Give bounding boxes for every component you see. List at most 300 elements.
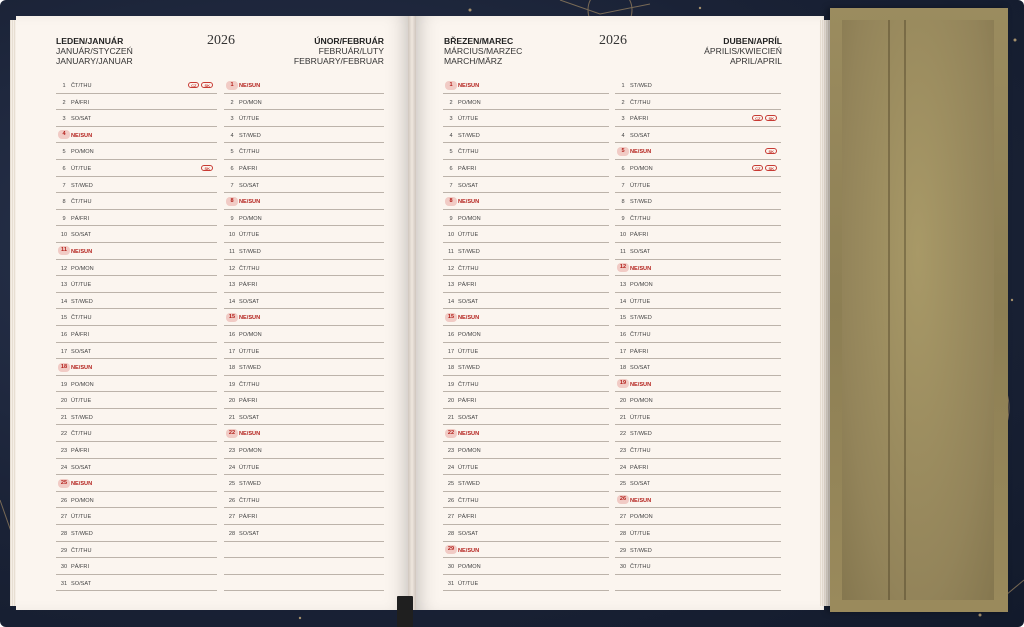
sunday-row[interactable] bbox=[443, 77, 609, 94]
day-number: 15 bbox=[60, 315, 68, 322]
day-number: 4 bbox=[230, 132, 234, 139]
day-number: 24 bbox=[447, 464, 455, 471]
weekday-label: PO/MON bbox=[630, 165, 653, 172]
day-row[interactable] bbox=[224, 293, 384, 310]
day-row[interactable] bbox=[443, 177, 609, 194]
day-row[interactable] bbox=[56, 160, 217, 177]
day-row[interactable] bbox=[443, 376, 609, 393]
holiday-badge: CZ bbox=[188, 82, 199, 88]
day-row[interactable] bbox=[56, 425, 217, 442]
day-number: 7 bbox=[62, 182, 66, 189]
weekday-label: ČT/THU bbox=[458, 149, 479, 156]
weekday-label: ST/WED bbox=[630, 431, 652, 438]
cover-flap[interactable] bbox=[830, 8, 1008, 612]
day-number: 3 bbox=[449, 116, 453, 123]
day-row[interactable] bbox=[224, 392, 384, 409]
day-row[interactable] bbox=[224, 110, 384, 127]
sunday-row[interactable] bbox=[443, 425, 609, 442]
weekday-label: PÁ/FRI bbox=[71, 564, 90, 571]
day-row[interactable] bbox=[224, 276, 384, 293]
page-gutter bbox=[408, 16, 416, 610]
day-row[interactable] bbox=[56, 376, 217, 393]
weekday-label: ÚT/TUE bbox=[71, 282, 92, 289]
weekday-label: ČT/THU bbox=[71, 547, 92, 554]
day-row[interactable] bbox=[224, 508, 384, 525]
day-number: 4 bbox=[621, 132, 625, 139]
day-row[interactable] bbox=[224, 94, 384, 111]
sunday-row[interactable] bbox=[443, 542, 609, 559]
day-number: 8 bbox=[621, 199, 625, 206]
day-number: 21 bbox=[447, 414, 455, 421]
day-row[interactable] bbox=[224, 475, 384, 492]
day-number: 30 bbox=[447, 564, 455, 571]
weekday-label: NE/SUN bbox=[239, 315, 261, 322]
day-number: 29 bbox=[619, 547, 627, 554]
day-number: 22 bbox=[60, 431, 68, 438]
day-column-january bbox=[56, 77, 217, 591]
weekday-label: ST/WED bbox=[71, 531, 93, 538]
day-number: 9 bbox=[62, 215, 66, 222]
weekday-label: PO/MON bbox=[239, 331, 262, 338]
day-row[interactable] bbox=[443, 442, 609, 459]
day-row[interactable] bbox=[615, 359, 781, 376]
day-row[interactable] bbox=[56, 508, 217, 525]
weekday-label: ÚT/TUE bbox=[71, 165, 92, 172]
day-number: 18 bbox=[619, 365, 627, 372]
day-row[interactable] bbox=[443, 276, 609, 293]
day-row[interactable] bbox=[615, 77, 781, 94]
day-row[interactable] bbox=[615, 94, 781, 111]
day-number: 5 bbox=[617, 147, 629, 156]
weekday-label: ST/WED bbox=[239, 132, 261, 139]
holiday-badge: SK bbox=[765, 165, 777, 171]
weekday-label: PÁ/FRI bbox=[630, 232, 649, 239]
day-number: 10 bbox=[619, 232, 627, 239]
day-number: 31 bbox=[447, 580, 455, 587]
day-number: 27 bbox=[447, 514, 455, 521]
sunday-row[interactable] bbox=[615, 376, 781, 393]
day-row[interactable] bbox=[443, 260, 609, 277]
day-number: 1 bbox=[226, 81, 238, 90]
weekday-label: PO/MON bbox=[239, 448, 262, 455]
weekday-label: PÁ/FRI bbox=[630, 464, 649, 471]
day-number: 9 bbox=[449, 215, 453, 222]
day-row[interactable] bbox=[56, 558, 217, 575]
day-row[interactable] bbox=[615, 276, 781, 293]
weekday-label: SO/SAT bbox=[239, 531, 260, 538]
day-row[interactable] bbox=[443, 110, 609, 127]
day-row[interactable] bbox=[224, 343, 384, 360]
weekday-label: ST/WED bbox=[630, 547, 652, 554]
day-row[interactable] bbox=[615, 226, 781, 243]
day-row[interactable] bbox=[443, 326, 609, 343]
weekday-label: SO/SAT bbox=[239, 298, 260, 305]
month-name-alt: APRIL/APRIL bbox=[729, 56, 782, 67]
day-row[interactable] bbox=[615, 343, 781, 360]
month-name-alt: MÁRCIUS/MARZEC bbox=[444, 46, 523, 57]
day-number: 21 bbox=[228, 414, 236, 421]
day-number: 11 bbox=[58, 246, 70, 255]
flap-paper bbox=[842, 20, 994, 600]
day-row[interactable] bbox=[443, 558, 609, 575]
weekday-label: ÚT/TUE bbox=[458, 580, 479, 587]
day-number: 13 bbox=[447, 282, 455, 289]
empty-row[interactable] bbox=[224, 575, 384, 592]
day-row[interactable] bbox=[224, 409, 384, 426]
day-row[interactable] bbox=[56, 226, 217, 243]
weekday-label: PÁ/FRI bbox=[458, 165, 477, 172]
day-number: 16 bbox=[447, 331, 455, 338]
day-row[interactable] bbox=[615, 409, 781, 426]
sunday-row[interactable] bbox=[615, 492, 781, 509]
day-row[interactable] bbox=[615, 459, 781, 476]
weekday-label: ČT/THU bbox=[239, 265, 260, 272]
month-header-january bbox=[56, 36, 133, 67]
day-row[interactable] bbox=[56, 143, 217, 160]
weekday-label: ČT/THU bbox=[458, 265, 479, 272]
day-number: 18 bbox=[58, 363, 70, 372]
holiday-badge: SK bbox=[201, 82, 213, 88]
flap-fold-line bbox=[888, 20, 890, 600]
day-row[interactable] bbox=[56, 276, 217, 293]
day-row[interactable] bbox=[56, 542, 217, 559]
weekday-label: PÁ/FRI bbox=[71, 215, 90, 222]
day-number: 23 bbox=[447, 448, 455, 455]
empty-row[interactable] bbox=[224, 558, 384, 575]
day-row[interactable] bbox=[443, 226, 609, 243]
day-number: 19 bbox=[228, 381, 236, 388]
sunday-row[interactable] bbox=[56, 359, 217, 376]
day-row[interactable] bbox=[443, 210, 609, 227]
day-number: 26 bbox=[617, 495, 629, 504]
weekday-label: ČT/THU bbox=[71, 83, 92, 89]
day-row[interactable] bbox=[443, 359, 609, 376]
day-number: 17 bbox=[228, 348, 236, 355]
day-row[interactable] bbox=[56, 177, 217, 194]
day-row[interactable] bbox=[56, 94, 217, 111]
sunday-row[interactable] bbox=[443, 309, 609, 326]
day-number: 24 bbox=[619, 464, 627, 471]
day-row[interactable] bbox=[443, 492, 609, 509]
day-row[interactable] bbox=[224, 525, 384, 542]
weekday-label: NE/SUN bbox=[458, 83, 480, 89]
day-row[interactable] bbox=[224, 127, 384, 144]
day-number: 31 bbox=[60, 580, 68, 587]
day-number: 27 bbox=[228, 514, 236, 521]
day-number: 20 bbox=[619, 398, 627, 405]
day-row[interactable] bbox=[615, 508, 781, 525]
day-row[interactable] bbox=[615, 475, 781, 492]
weekday-label: SO/SAT bbox=[630, 365, 651, 372]
day-row[interactable] bbox=[443, 475, 609, 492]
day-row[interactable] bbox=[56, 492, 217, 509]
day-row[interactable] bbox=[224, 177, 384, 194]
weekday-label: NE/SUN bbox=[239, 431, 261, 438]
day-number: 29 bbox=[60, 547, 68, 554]
day-number: 14 bbox=[228, 298, 236, 305]
holiday-badges bbox=[752, 115, 777, 121]
weekday-label: NE/SUN bbox=[630, 381, 652, 388]
day-number: 6 bbox=[230, 165, 234, 172]
weekday-label: PÁ/FRI bbox=[71, 99, 90, 106]
weekday-label: NE/SUN bbox=[71, 248, 93, 255]
month-name-alt: JANUÁR/STYCZEŃ bbox=[56, 46, 133, 57]
weekday-label: PO/MON bbox=[458, 215, 481, 222]
day-row[interactable] bbox=[443, 143, 609, 160]
day-row[interactable] bbox=[615, 193, 781, 210]
weekday-label: ČT/THU bbox=[71, 315, 92, 322]
day-number: 25 bbox=[619, 481, 627, 488]
day-row[interactable] bbox=[615, 392, 781, 409]
holiday-badges bbox=[188, 82, 213, 88]
day-number: 17 bbox=[619, 348, 627, 355]
day-number: 22 bbox=[226, 429, 238, 438]
day-number: 13 bbox=[619, 282, 627, 289]
day-number: 5 bbox=[62, 149, 66, 156]
day-number: 27 bbox=[619, 514, 627, 521]
day-number: 6 bbox=[621, 165, 625, 172]
weekday-label: NE/SUN bbox=[458, 199, 480, 206]
day-row[interactable] bbox=[443, 127, 609, 144]
day-number: 24 bbox=[60, 464, 68, 471]
day-number: 3 bbox=[62, 116, 66, 123]
empty-row[interactable] bbox=[224, 542, 384, 559]
day-column-march bbox=[443, 77, 609, 591]
day-row[interactable] bbox=[56, 409, 217, 426]
day-row[interactable] bbox=[224, 143, 384, 160]
holiday-badges bbox=[201, 165, 213, 171]
day-column-april bbox=[615, 77, 781, 591]
weekday-label: ÚT/TUE bbox=[458, 232, 479, 239]
day-row[interactable] bbox=[615, 160, 781, 177]
day-row[interactable] bbox=[224, 210, 384, 227]
sunday-row[interactable] bbox=[56, 127, 217, 144]
day-number: 16 bbox=[60, 331, 68, 338]
day-row[interactable] bbox=[443, 409, 609, 426]
day-row[interactable] bbox=[615, 542, 781, 559]
day-number: 8 bbox=[226, 197, 238, 206]
day-row[interactable] bbox=[56, 392, 217, 409]
day-number: 20 bbox=[228, 398, 236, 405]
day-column-february bbox=[224, 77, 384, 591]
day-row[interactable] bbox=[224, 326, 384, 343]
sunday-row[interactable] bbox=[443, 193, 609, 210]
weekday-label: ST/WED bbox=[458, 481, 480, 488]
day-number: 25 bbox=[228, 481, 236, 488]
day-row[interactable] bbox=[56, 293, 217, 310]
weekday-label: SO/SAT bbox=[458, 182, 479, 189]
sunday-row[interactable] bbox=[224, 309, 384, 326]
weekday-label: ÚT/TUE bbox=[239, 232, 260, 239]
day-row[interactable] bbox=[224, 243, 384, 260]
day-number: 9 bbox=[621, 215, 625, 222]
sunday-row[interactable] bbox=[615, 260, 781, 277]
day-row[interactable] bbox=[615, 243, 781, 260]
weekday-label: SO/SAT bbox=[458, 414, 479, 421]
weekday-label: PO/MON bbox=[458, 99, 481, 106]
day-row[interactable] bbox=[443, 508, 609, 525]
holiday-badge: SK bbox=[765, 115, 777, 121]
weekday-label: SO/SAT bbox=[71, 464, 92, 471]
day-row[interactable] bbox=[224, 376, 384, 393]
day-row[interactable] bbox=[443, 459, 609, 476]
day-number: 23 bbox=[619, 448, 627, 455]
sunday-row[interactable] bbox=[56, 243, 217, 260]
weekday-label: SO/SAT bbox=[630, 248, 651, 255]
day-row[interactable] bbox=[56, 575, 217, 592]
weekday-label: NE/SUN bbox=[71, 132, 93, 139]
bookmark-ribbon[interactable] bbox=[397, 596, 413, 627]
weekday-label: PO/MON bbox=[71, 497, 94, 504]
day-row[interactable] bbox=[443, 392, 609, 409]
day-number: 26 bbox=[228, 497, 236, 504]
day-row[interactable] bbox=[224, 359, 384, 376]
weekday-label: ÚT/TUE bbox=[239, 464, 260, 471]
day-row[interactable] bbox=[224, 226, 384, 243]
sunday-row[interactable] bbox=[615, 143, 781, 160]
sunday-row[interactable] bbox=[224, 77, 384, 94]
weekday-label: ST/WED bbox=[630, 199, 652, 206]
weekday-label: PÁ/FRI bbox=[458, 514, 477, 521]
day-row[interactable] bbox=[56, 525, 217, 542]
weekday-label: SO/SAT bbox=[458, 531, 479, 538]
weekday-label: PO/MON bbox=[630, 514, 653, 521]
weekday-label: PO/MON bbox=[71, 381, 94, 388]
day-number: 7 bbox=[449, 182, 453, 189]
day-number: 5 bbox=[449, 149, 453, 156]
weekday-label: PO/MON bbox=[630, 398, 653, 405]
day-number: 7 bbox=[230, 182, 234, 189]
day-row[interactable] bbox=[56, 326, 217, 343]
weekday-label: NE/SUN bbox=[458, 431, 480, 438]
weekday-label: SO/SAT bbox=[630, 481, 651, 488]
day-number: 17 bbox=[60, 348, 68, 355]
weekday-label: ÚT/TUE bbox=[458, 348, 479, 355]
month-name-alt: FEBRUÁR/LUTY bbox=[318, 46, 384, 57]
day-row[interactable] bbox=[56, 210, 217, 227]
weekday-label: ÚT/TUE bbox=[71, 398, 92, 405]
day-row[interactable] bbox=[56, 260, 217, 277]
weekday-label: ČT/THU bbox=[458, 381, 479, 388]
day-row[interactable] bbox=[443, 160, 609, 177]
month-name-alt: MARCH/MÄRZ bbox=[444, 56, 503, 67]
day-number: 19 bbox=[60, 381, 68, 388]
weekday-label: ÚT/TUE bbox=[630, 298, 651, 305]
weekday-label: NE/SUN bbox=[71, 481, 93, 488]
day-row[interactable] bbox=[224, 492, 384, 509]
day-number: 4 bbox=[449, 132, 453, 139]
day-row[interactable] bbox=[56, 77, 217, 94]
month-header-february bbox=[284, 36, 384, 67]
weekday-label: PÁ/FRI bbox=[239, 514, 258, 521]
day-number: 16 bbox=[619, 331, 627, 338]
day-number: 3 bbox=[230, 116, 234, 123]
holiday-badge: SK bbox=[765, 148, 777, 154]
day-row[interactable] bbox=[615, 293, 781, 310]
weekday-label: SO/SAT bbox=[239, 182, 260, 189]
day-number: 1 bbox=[445, 81, 457, 90]
month-name-alt: FEBRUARY/FEBRUAR bbox=[293, 56, 384, 67]
weekday-label: ST/WED bbox=[239, 365, 261, 372]
month-name-alt: ÁPRILIS/KWIECIEŃ bbox=[704, 46, 782, 57]
weekday-label: NE/SUN bbox=[71, 365, 93, 372]
sunday-row[interactable] bbox=[224, 425, 384, 442]
day-row[interactable] bbox=[443, 293, 609, 310]
weekday-label: PÁ/FRI bbox=[239, 398, 258, 405]
weekday-label: ČT/THU bbox=[630, 99, 651, 106]
day-row[interactable] bbox=[615, 127, 781, 144]
weekday-label: ÚT/TUE bbox=[630, 414, 651, 421]
day-number: 9 bbox=[230, 215, 234, 222]
day-number: 11 bbox=[448, 248, 454, 255]
day-number: 28 bbox=[60, 531, 68, 538]
day-row[interactable] bbox=[56, 110, 217, 127]
day-row[interactable] bbox=[443, 94, 609, 111]
weekday-label: ST/WED bbox=[458, 132, 480, 139]
day-row[interactable] bbox=[615, 177, 781, 194]
day-row[interactable] bbox=[615, 309, 781, 326]
day-row[interactable] bbox=[443, 243, 609, 260]
day-number: 18 bbox=[447, 365, 455, 372]
month-name: ÚNOR/FEBRUÁR bbox=[314, 36, 384, 46]
day-row[interactable] bbox=[224, 459, 384, 476]
weekday-label: PÁ/FRI bbox=[630, 116, 649, 123]
sunday-row[interactable] bbox=[56, 475, 217, 492]
day-row[interactable] bbox=[615, 558, 781, 575]
weekday-label: ČT/THU bbox=[630, 564, 651, 571]
weekday-label: ST/WED bbox=[71, 298, 93, 305]
year-label: 2026 bbox=[599, 33, 627, 48]
month-name-alt: JANUARY/JANUAR bbox=[56, 56, 133, 67]
day-row[interactable] bbox=[224, 160, 384, 177]
day-number: 19 bbox=[447, 381, 455, 388]
weekday-label: ČT/THU bbox=[630, 331, 651, 338]
day-number: 23 bbox=[228, 448, 236, 455]
weekday-label: NE/SUN bbox=[630, 497, 652, 504]
day-number: 20 bbox=[60, 398, 68, 405]
day-row[interactable] bbox=[56, 343, 217, 360]
day-number: 21 bbox=[619, 414, 627, 421]
month-header-march bbox=[444, 36, 522, 67]
day-number: 28 bbox=[228, 531, 236, 538]
day-row[interactable] bbox=[224, 442, 384, 459]
day-row[interactable] bbox=[56, 193, 217, 210]
day-row[interactable] bbox=[56, 459, 217, 476]
day-row[interactable] bbox=[56, 442, 217, 459]
day-number: 23 bbox=[60, 448, 68, 455]
weekday-label: ČT/THU bbox=[239, 381, 260, 388]
day-row[interactable] bbox=[615, 525, 781, 542]
weekday-label: ČT/THU bbox=[71, 199, 92, 206]
day-row[interactable] bbox=[615, 326, 781, 343]
day-row[interactable] bbox=[443, 525, 609, 542]
day-number: 1 bbox=[62, 83, 66, 89]
day-row[interactable] bbox=[615, 442, 781, 459]
sunday-row[interactable] bbox=[224, 193, 384, 210]
holiday-badge: CZ bbox=[752, 165, 763, 171]
weekday-label: ČT/THU bbox=[71, 431, 92, 438]
day-row[interactable] bbox=[443, 575, 609, 592]
day-row[interactable] bbox=[615, 210, 781, 227]
day-row[interactable] bbox=[443, 343, 609, 360]
day-row[interactable] bbox=[615, 110, 781, 127]
weekday-label: NE/SUN bbox=[630, 265, 652, 272]
empty-row[interactable] bbox=[615, 575, 781, 592]
day-row[interactable] bbox=[615, 425, 781, 442]
day-row[interactable] bbox=[56, 309, 217, 326]
day-number: 20 bbox=[447, 398, 455, 405]
day-row[interactable] bbox=[224, 260, 384, 277]
